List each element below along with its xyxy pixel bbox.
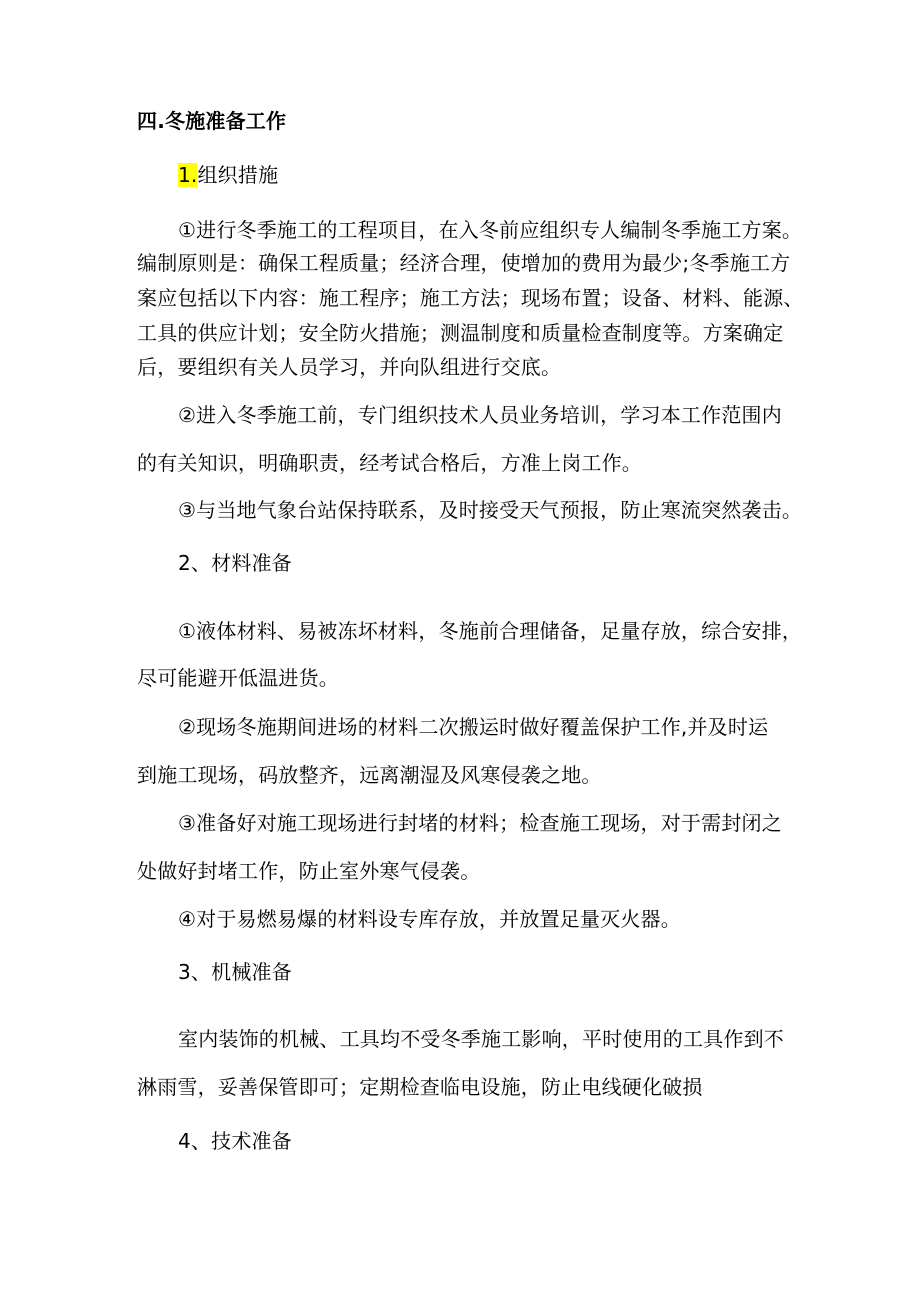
paragraph-line: 室内装饰的机械、工具均不受冬季施工影响，平时使用的工具作到不 (178, 1027, 784, 1051)
paragraph-line: 工具的供应计划；安全防火措施；测温制度和质量检查制度等。方案确定 (137, 321, 784, 345)
paragraph-line: ③准备好对施工现场进行封堵的材料；检查施工现场，对于需封闭之 (178, 811, 782, 835)
subsection-title-machinery: 3、机械准备 (178, 960, 292, 984)
subsection-title-text: 组织措施 (197, 163, 279, 187)
paragraph-line: 淋雨雪，妥善保管即可；定期检查临电设施，防止电线硬化破损 (137, 1075, 703, 1099)
subsection-title-organization (178, 158, 278, 192)
paragraph-line: 处做好封堵工作，防止室外寒气侵袭。 (137, 859, 481, 883)
section-heading: 四.冬施准备工作 (137, 109, 287, 133)
highlighted-number: 1. (178, 163, 198, 187)
paragraph-line: 后，要组织有关人员学习，并向队组进行交底。 (137, 355, 562, 379)
paragraph-line: ①进行冬季施工的工程项目，在入冬前应组织专人编制冬季施工方案。 (178, 218, 803, 242)
paragraph-line: ④对于易燃易爆的材料设专库存放，并放置足量灭火器。 (178, 907, 681, 931)
paragraph-line: 到施工现场，码放整齐，远离潮湿及风寒侵袭之地。 (137, 763, 602, 787)
paragraph-line: 案应包括以下内容：施工程序；施工方法；现场布置；设备、材料、能源、 (137, 286, 804, 310)
paragraph-line: ③与当地气象台站保持联系，及时接受天气预报，防止寒流突然袭击。 (178, 498, 803, 522)
subsection-title-materials: 2、材料准备 (178, 551, 292, 575)
subsection-title-technical: 4、技术准备 (178, 1129, 292, 1153)
paragraph-line: ①液体材料、易被冻坏材料，冬施前合理储备，足量存放，综合安排， (178, 619, 803, 643)
paragraph-line: 编制原则是：确保工程质量；经济合理，使增加的费用为最少;冬季施工方 (137, 251, 791, 275)
paragraph-line: 的有关知识，明确职责，经考试合格后，方准上岗工作。 (137, 451, 642, 475)
paragraph-line: 尽可能避开低温进货。 (137, 666, 339, 690)
paragraph-line: ②现场冬施期间进场的材料二次搬运时做好覆盖保护工作,并及时运 (178, 715, 769, 739)
paragraph-line: ②进入冬季施工前，专门组织技术人员业务培训，学习本工作范围内 (178, 403, 782, 427)
